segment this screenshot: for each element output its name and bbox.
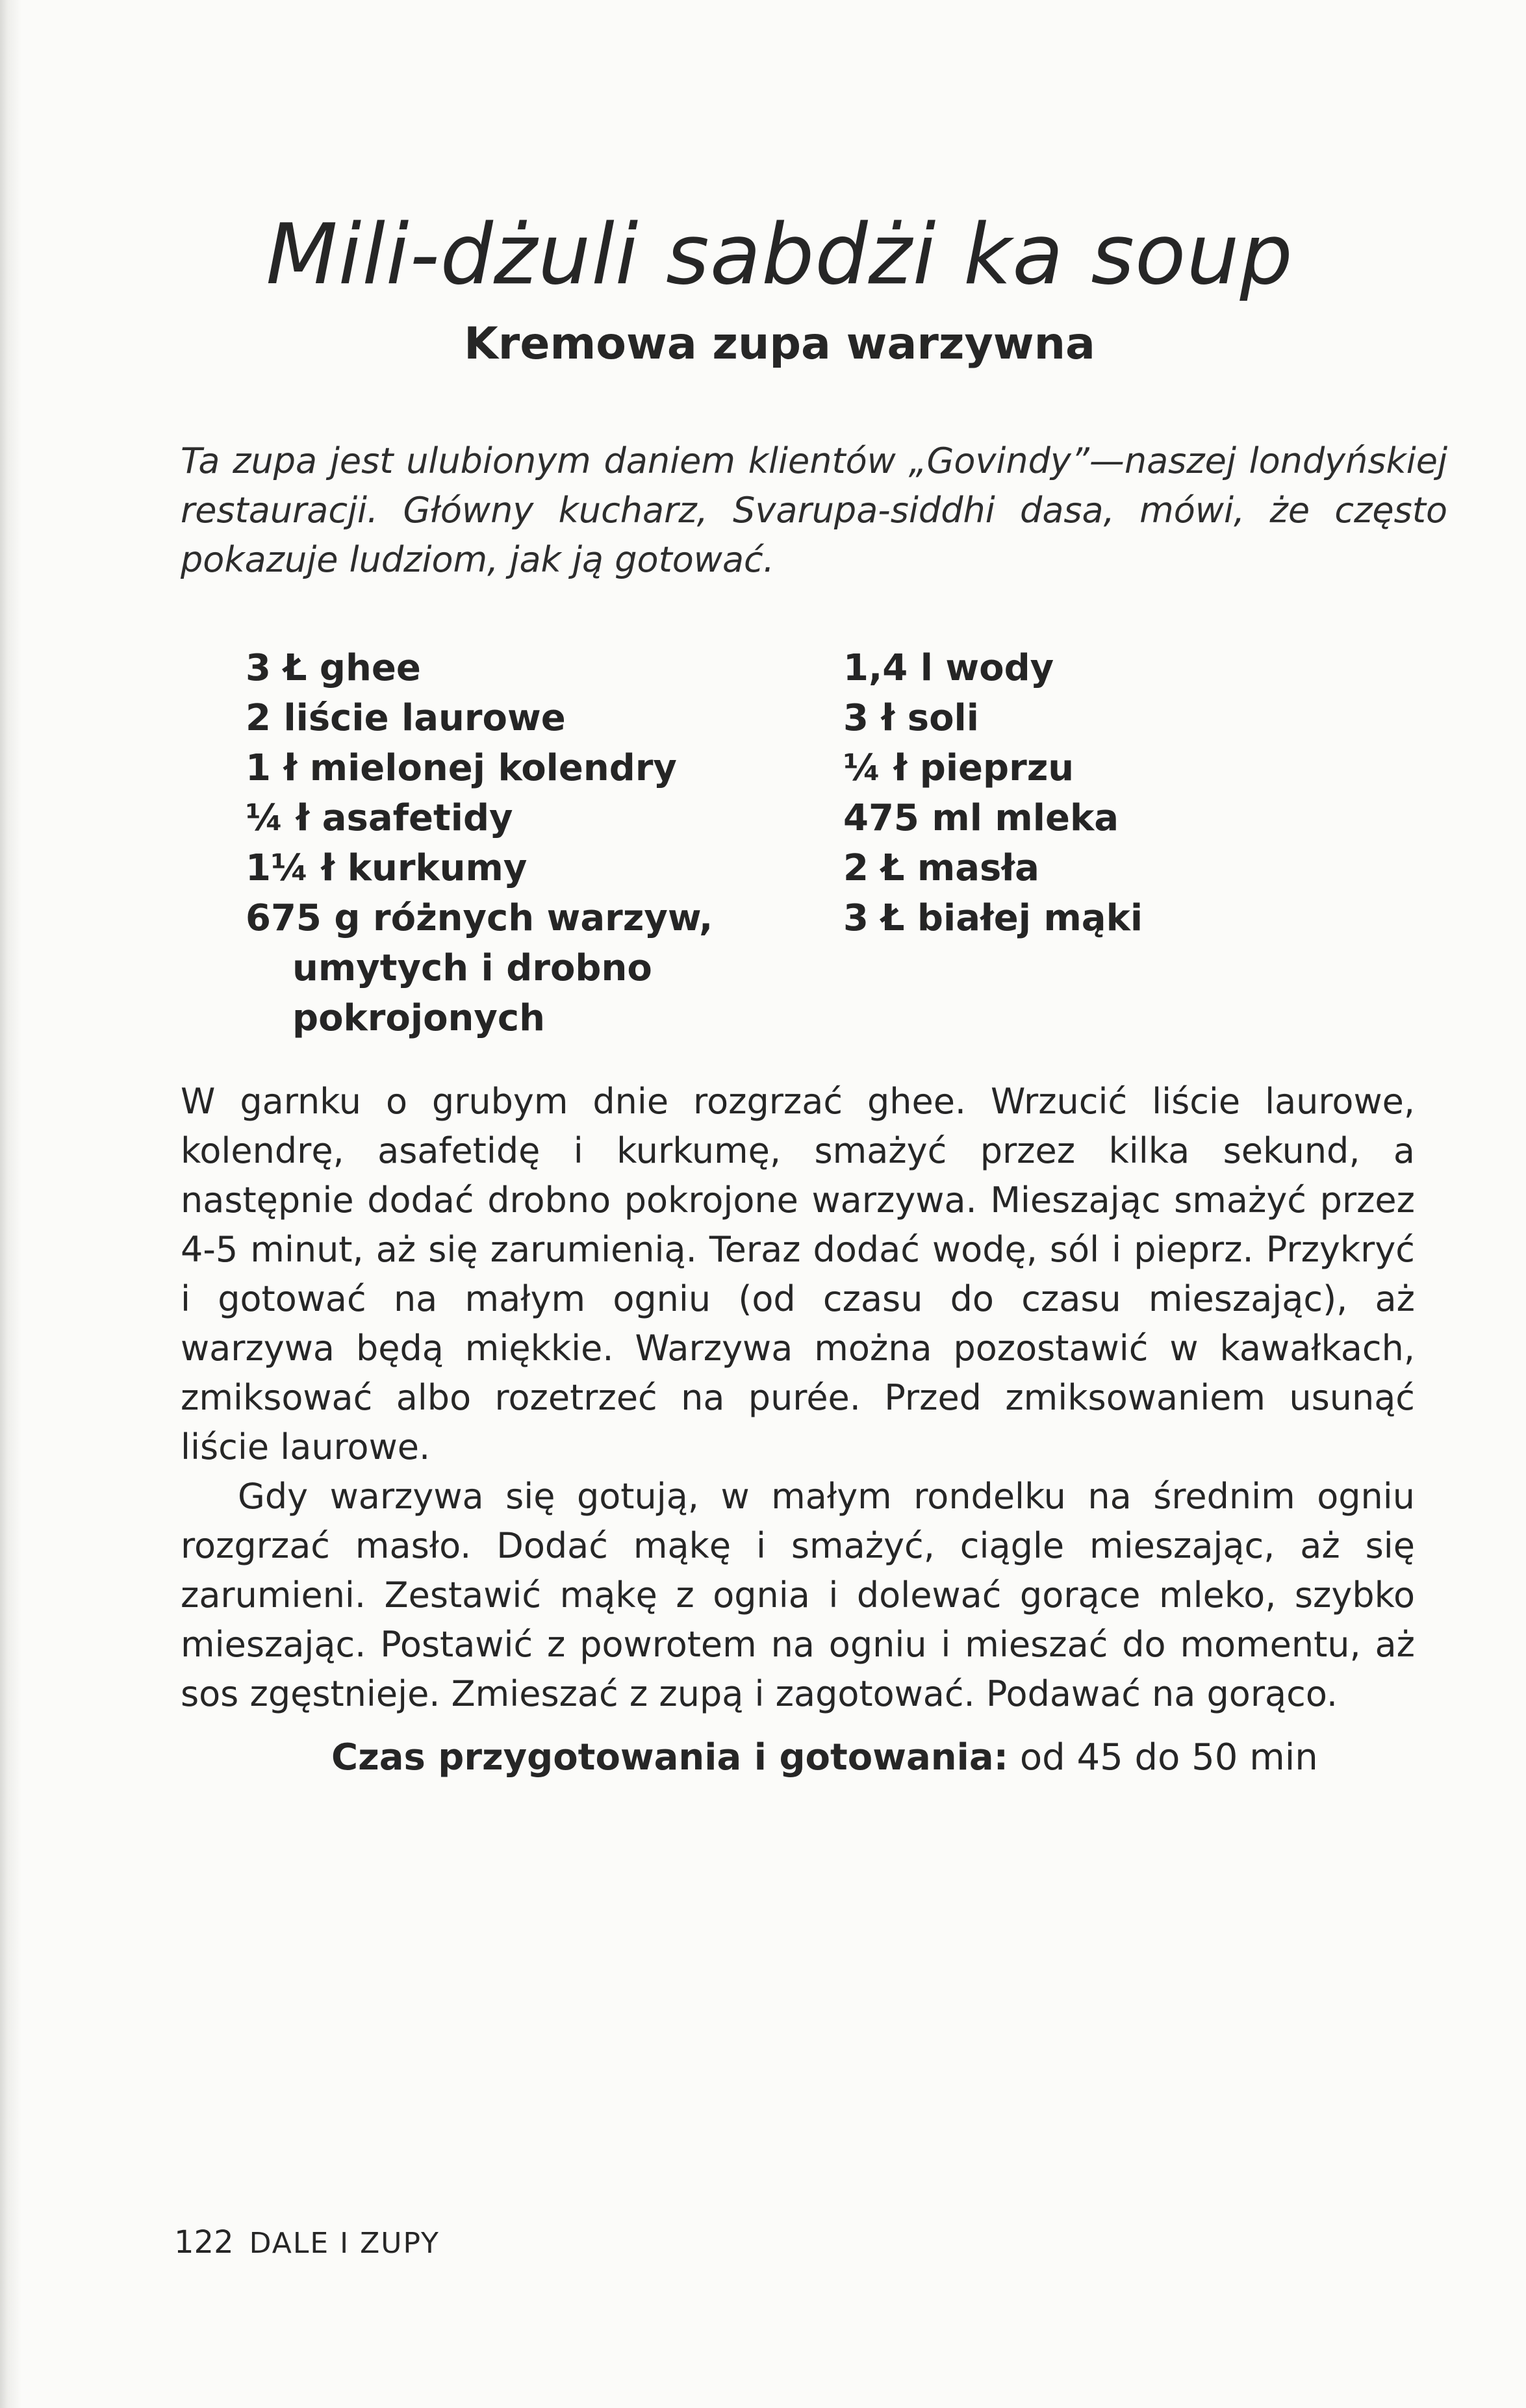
ingredient-item: ¼ ł asafetidy	[246, 797, 513, 839]
ingredient-item: ¼ ł pieprzu	[843, 747, 1075, 789]
ingredients-right-column	[843, 643, 1298, 943]
preparation-time	[331, 1733, 1371, 1782]
page-gutter-shadow	[0, 0, 22, 2408]
ingredient-item: 1¼ ł kurkumy	[246, 847, 528, 889]
ingredient-item: 2 liście laurowe	[246, 697, 566, 739]
ingredient-item: 3 Ł białej mąki	[843, 897, 1143, 939]
page-number: 122	[174, 2224, 234, 2261]
ingredient-item: 3 Ł ghee	[246, 647, 421, 689]
section-name: DALE I ZUPY	[249, 2227, 440, 2260]
recipe-title: Mili-dżuli sabdżi ka soup	[266, 207, 1293, 303]
ingredient-item: 1 ł mielonej kolendry	[246, 747, 677, 789]
ingredient-item: 2 Ł masła	[843, 847, 1039, 889]
ingredients-left-column	[246, 643, 778, 1043]
ingredient-item: 475 ml mleka	[843, 797, 1119, 839]
preparation-time-label: Czas przygotowania i gotowania:	[331, 1736, 1009, 1779]
recipe-method	[181, 1077, 1415, 1719]
method-paragraph: Gdy warzywa się gotują, w małym rondelku na średnim ogniu rozgrzać masło. Dodać mąkę i smażyć, ciągle mieszając, aż się zarumieni. Zestawić mąkę z ognia i dolewać gorące mleko, szybko mieszając. Postawić z powrotem na ogniu i mieszać do momentu, aż sos zgęstnieje. Zmieszać z zupą i zagotować. Podawać na gorąco.	[181, 1476, 1415, 1714]
method-paragraph: W garnku o grubym dnie rozgrzać ghee. Wrzucić liście laurowe, kolendrę, asafetidę i kurkumę, smażyć przez kilka sekund, a następnie dodać drobno pokrojone warzywa. Mieszając smażyć przez 4-5 minut, aż się zarumienią. Teraz dodać wodę, sól i pieprz. Przykryć i gotować na małym ogniu (od czasu do czasu mieszając), aż warzywa będą miękkie. Warzywa można pozostawić w kawałkach, zmiksować albo rozetrzeć na purée. Przed zmiksowaniem usunąć liście laurowe.	[181, 1081, 1415, 1467]
recipe-subtitle: Kremowa zupa warzywna	[464, 318, 1095, 370]
ingredient-item: 675 g różnych warzyw, umytych i drobno pokrojonych	[246, 897, 713, 1039]
page-footer	[174, 2223, 694, 2263]
preparation-time-value: od 45 do 50 min	[1019, 1736, 1318, 1779]
ingredient-item: 3 ł soli	[843, 697, 979, 739]
recipe-intro: Ta zupa jest ulubionym daniem klientów „Govindy”—naszej londyńskiej restauracji. Główny kucharz, Svarupa-siddhi dasa, mówi, że często pokazuje ludziom, jak ją gotować.	[181, 440, 1447, 580]
ingredient-item: 1,4 l wody	[843, 647, 1054, 689]
